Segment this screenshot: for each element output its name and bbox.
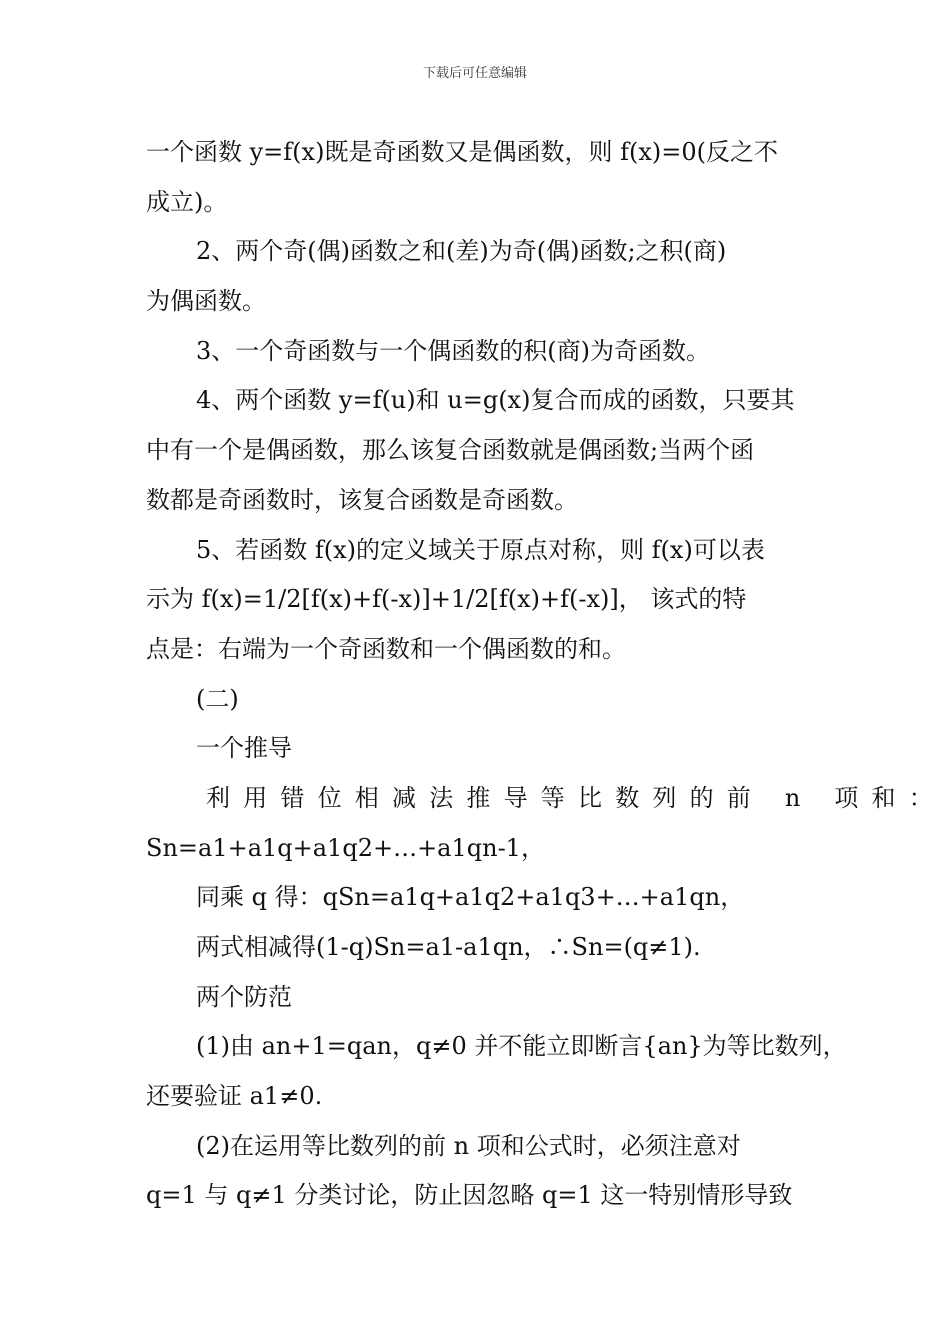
subsection-heading: 两个防范 xyxy=(196,982,292,1011)
text-line: 点是：右端为一个奇函数和一个偶函数的和。 xyxy=(146,634,626,663)
text-line: (1)由 an+1=qan，q≠0 并不能立即断言{an}为等比数列， xyxy=(196,1032,847,1061)
text-line: 数都是奇函数时，该复合函数是奇函数。 xyxy=(146,485,578,514)
text-line: 利用错位相减法推导等比数列的前 n 项和： xyxy=(206,783,946,812)
document-body xyxy=(146,128,946,1221)
page-header: 下载后可任意编辑 xyxy=(422,66,527,81)
formula-line: 两式相减得(1-q)Sn=a1-a1qn，∴Sn=(q≠1). xyxy=(196,933,701,961)
text-line: 成立)。 xyxy=(146,187,228,216)
text-line: q=1 与 q≠1 分类讨论，防止因忽略 q=1 这一特别情形导致 xyxy=(146,1181,793,1210)
text-line: 2、两个奇(偶)函数之和(差)为奇(偶)函数;之积(商) xyxy=(196,237,727,266)
text-line: 示为 f(x)=1/2[f(x)+f(-x)]+1/2[f(x)+f(-x)]， 该式的特 xyxy=(146,585,747,614)
text-line: 一个函数 y=f(x)既是奇函数又是偶函数，则 f(x)=0(反之不 xyxy=(146,138,778,166)
section-heading: (二) xyxy=(196,684,239,713)
text-line: 还要验证 a1≠0. xyxy=(146,1082,323,1111)
text-line: 3、一个奇函数与一个偶函数的积(商)为奇函数。 xyxy=(196,336,710,365)
text-line: 5、若函数 f(x)的定义域关于原点对称，则 f(x)可以表 xyxy=(196,535,765,564)
formula-line: Sn=a1+a1q+a1q2+…+a1qn-1， xyxy=(146,833,545,862)
subsection-heading: 一个推导 xyxy=(196,734,292,763)
text-line: (2)在运用等比数列的前 n 项和公式时，必须注意对 xyxy=(196,1131,741,1160)
text-line: 4、两个函数 y=f(u)和 u=g(x)复合而成的函数，只要其 xyxy=(196,386,795,415)
text-line: 为偶函数。 xyxy=(146,287,266,316)
text-line: 中有一个是偶函数，那么该复合函数就是偶函数;当两个函 xyxy=(146,436,755,465)
formula-line: 同乘 q 得：qSn=a1q+a1q2+a1q3+…+a1qn， xyxy=(196,883,745,912)
